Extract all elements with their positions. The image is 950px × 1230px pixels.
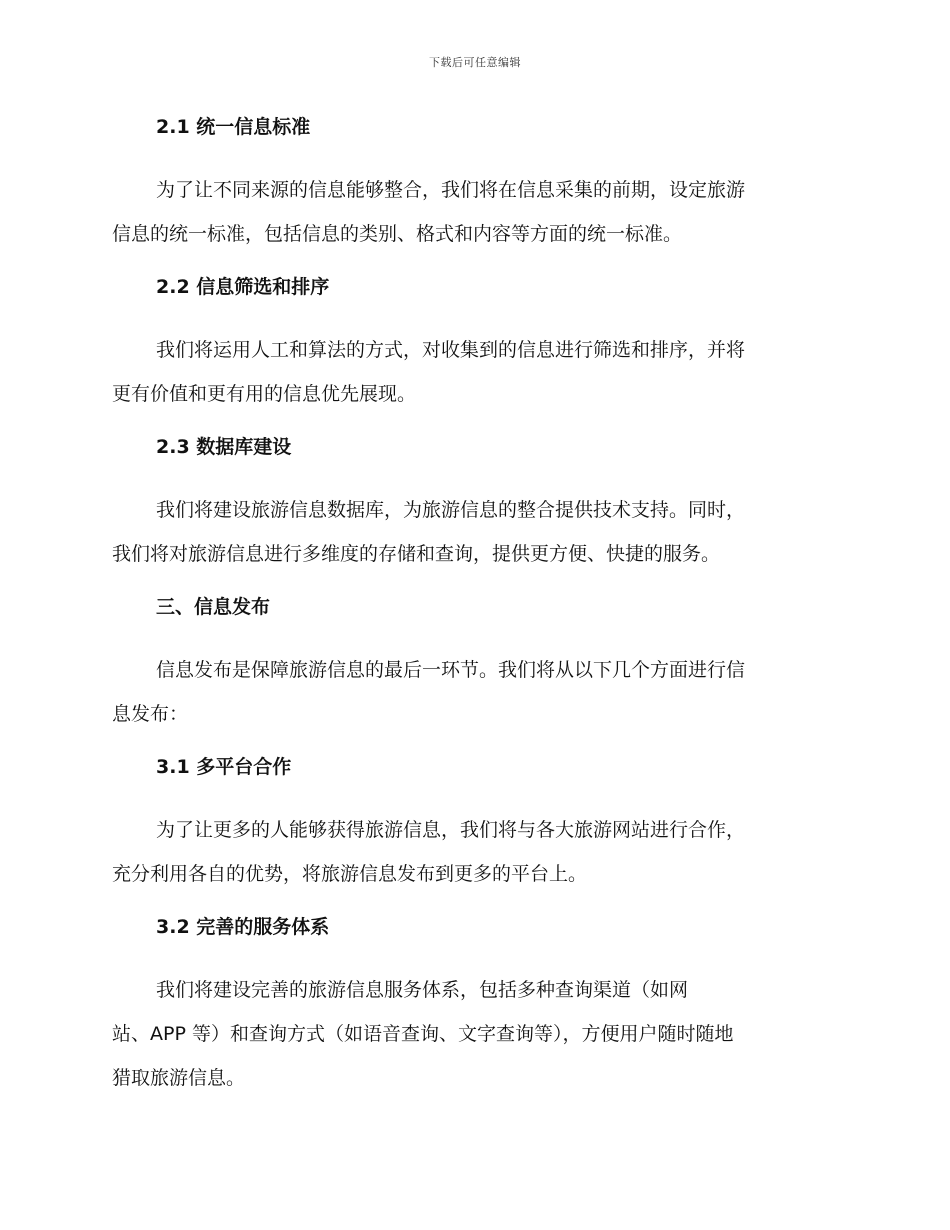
paragraph-line: 为了让不同来源的信息能够整合，我们将在信息采集的前期，设定旅游 xyxy=(156,179,746,201)
section-2-2 xyxy=(112,272,834,416)
section-3-1 xyxy=(112,752,834,896)
section-paragraph xyxy=(112,488,834,576)
section-3-2 xyxy=(112,912,834,1100)
document-body xyxy=(112,112,834,1116)
paragraph-line: 我们将运用人工和算法的方式，对收集到的信息进行筛选和排序，并将 xyxy=(156,339,746,361)
section-paragraph xyxy=(112,328,834,416)
section-heading: 2.2 信息筛选和排序 xyxy=(156,276,330,298)
paragraph-line: 为了让更多的人能够获得旅游信息，我们将与各大旅游网站进行合作， xyxy=(156,819,746,841)
section-heading: 2.3 数据库建设 xyxy=(156,436,292,458)
paragraph-line: 更有价值和更有用的信息优先展现。 xyxy=(112,383,417,405)
section-2-1 xyxy=(112,112,834,256)
paragraph-line: 信息发布是保障旅游信息的最后一环节。我们将从以下几个方面进行信 xyxy=(156,659,746,681)
section-heading: 3.1 多平台合作 xyxy=(156,756,292,778)
section-heading: 3.2 完善的服务体系 xyxy=(156,916,330,938)
section-2-3 xyxy=(112,432,834,576)
section-3 xyxy=(112,592,834,736)
paragraph-line: 充分利用各自的优势，将旅游信息发布到更多的平台上。 xyxy=(112,863,588,885)
paragraph-line: 我们将建设完善的旅游信息服务体系，包括多种查询渠道（如网 xyxy=(156,979,689,1001)
section-heading: 三、信息发布 xyxy=(156,596,271,618)
paragraph-line: 息发布： xyxy=(112,703,189,725)
section-paragraph xyxy=(112,648,834,736)
paragraph-line: 站、APP 等）和查询方式（如语音查询、文字查询等），方便用户随时随地 xyxy=(112,1023,734,1045)
paragraph-line: 猎取旅游信息。 xyxy=(112,1067,246,1089)
page-header: 下载后可任意编辑 xyxy=(429,56,521,69)
paragraph-line: 信息的统一标准，包括信息的类别、格式和内容等方面的统一标准。 xyxy=(112,223,683,245)
section-paragraph xyxy=(112,968,834,1100)
section-paragraph xyxy=(112,168,834,256)
section-heading: 2.1 统一信息标准 xyxy=(156,116,311,138)
paragraph-line: 我们将对旅游信息进行多维度的存储和查询，提供更方便、快捷的服务。 xyxy=(112,543,721,565)
paragraph-line: 我们将建设旅游信息数据库，为旅游信息的整合提供技术支持。同时， xyxy=(156,499,746,521)
section-paragraph xyxy=(112,808,834,896)
